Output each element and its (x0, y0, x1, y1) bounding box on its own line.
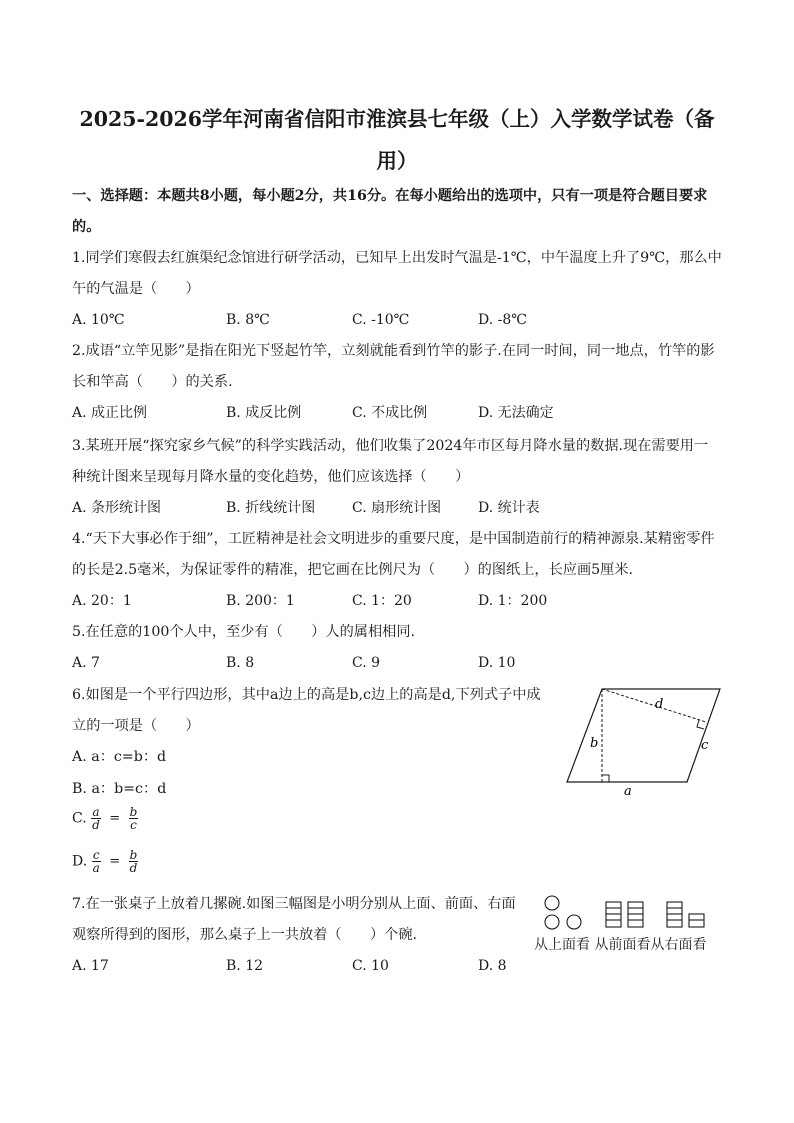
q7-option-c[interactable]: C. 10 (352, 958, 389, 974)
fraction-denominator: d (92, 818, 100, 832)
q6-option-d-fraction-1 (92, 849, 101, 874)
fraction-denominator: c (130, 818, 137, 832)
q6-option-c-fraction-2 (129, 806, 139, 831)
front-view (606, 902, 643, 927)
fraction-numerator: b (129, 805, 138, 819)
q5-option-c[interactable]: C. 9 (352, 655, 381, 671)
section-heading-line-1: 一、选择题：本题共8小题，每小题2分，共16分。在每小题给出的选项中，只有一项是符合题目要求 (72, 188, 708, 204)
fraction-numerator: c (92, 848, 100, 862)
q2-option-c[interactable]: C. 不成比例 (352, 405, 428, 421)
fraction-numerator: a (92, 805, 100, 819)
top-view (545, 896, 581, 929)
q1-option-a[interactable]: A. 10℃ (72, 312, 125, 328)
q7-option-b[interactable]: B. 12 (226, 958, 264, 974)
parallelogram-figure (560, 682, 730, 800)
q2-option-d[interactable]: D. 无法确定 (478, 405, 554, 421)
height-d-line (602, 689, 706, 722)
bowl-circle (545, 896, 559, 910)
q3-option-d[interactable]: D. 统计表 (478, 500, 540, 516)
q6-option-d[interactable] (72, 849, 138, 874)
q6-option-a[interactable]: A. a：c=b：d (72, 749, 167, 765)
q5-option-b[interactable]: B. 8 (226, 655, 255, 671)
q6-text-line-1: 6.如图是一个平行四边形，其中a边上的高是b,c边上的高是d,下列式子中成 (72, 687, 541, 703)
q2-option-a[interactable]: A. 成正比例 (72, 405, 148, 421)
q7-text-line-1: 7.在一张桌子上放着几摞碗.如图三幅图是小明分别从上面、前面、右面 (72, 896, 516, 912)
right-angle-mark-b (602, 775, 609, 782)
bowl-circle (567, 915, 581, 929)
q4-option-c[interactable]: C. 1：20 (352, 593, 412, 609)
q4-text-line-1: 4.“天下大事必作于细”，工匠精神是社会文明进步的重要尺度，是中国制造前行的精神源泉.某精密零件 (72, 531, 715, 547)
fraction-denominator: d (129, 861, 138, 875)
label-c: c (701, 738, 709, 753)
q2-text-line-2: 长和竿高（ ）的关系. (72, 374, 233, 390)
q4-option-a[interactable]: A. 20：1 (72, 593, 132, 609)
q3-option-b[interactable]: B. 折线统计图 (226, 500, 316, 516)
q5-text-line-1: 5.在任意的100个人中，至少有（ ）人的属相相同. (72, 624, 416, 640)
q3-option-c[interactable]: C. 扇形统计图 (352, 500, 442, 516)
view-labels: 从上面看 从前面看从右面看 (534, 937, 707, 953)
q4-text-line-2: 的长是2.5毫米，为保证零件的精准，把它画在比例尺为（ ）的图纸上，长应画5厘米. (72, 562, 634, 578)
fraction-numerator: b (129, 848, 138, 862)
bowl-circle (545, 915, 559, 929)
label-d: d (655, 697, 664, 712)
q7-option-a[interactable]: A. 17 (72, 958, 109, 974)
q1-text-line-2: 午的气温是（ ） (72, 281, 200, 297)
q7-option-d[interactable]: D. 8 (478, 958, 507, 974)
q1-option-c[interactable]: C. -10℃ (352, 312, 410, 328)
q6-option-b[interactable]: B. a：b=c：d (72, 781, 167, 797)
bowl-views-figure (536, 892, 716, 932)
q4-option-b[interactable]: B. 200：1 (226, 593, 295, 609)
q5-option-a[interactable]: A. 7 (72, 655, 100, 671)
q6-option-c[interactable] (72, 806, 138, 831)
q5-option-d[interactable]: D. 10 (478, 655, 516, 671)
q1-text-line-1: 1.同学们寒假去红旗渠纪念馆进行研学活动，已知早上出发时气温是-1℃，中午温度上升了9℃，那么中 (72, 250, 722, 266)
q6-option-d-letter: D. (72, 853, 88, 870)
label-a: a (624, 784, 632, 799)
q2-text-line-1: 2.成语“立竿见影”是指在阳光下竖起竹竿，立刻就能看到竹竿的影子.在同一时间，同一地点，竹竿的影 (72, 343, 715, 359)
q4-option-d[interactable]: D. 1：200 (478, 593, 548, 609)
title-line-2: 用） (376, 149, 418, 173)
q3-text-line-2: 种统计图来呈现每月降水量的变化趋势，他们应该选择（ ） (72, 469, 470, 485)
section-heading-line-2: 的。 (72, 219, 101, 235)
right-view (667, 902, 704, 927)
q6-option-c-fraction-1 (91, 806, 101, 831)
q1-option-b[interactable]: B. 8℃ (226, 312, 270, 328)
q3-option-a[interactable]: A. 条形统计图 (72, 500, 162, 516)
q2-option-b[interactable]: B. 成反比例 (226, 405, 302, 421)
fraction-denominator: a (92, 861, 100, 875)
q7-text-line-2: 观察所得到的图形，那么桌子上一共放着（ ）个碗. (72, 927, 418, 943)
equals-sign: = (109, 811, 121, 826)
title-line-1: 2025-2026学年河南省信阳市淮滨县七年级（上）入学数学试卷（备 (79, 107, 715, 131)
q6-option-d-fraction-2 (129, 849, 139, 874)
q3-text-line-1: 3.某班开展“探究家乡气候”的科学实践活动，他们收集了2024年市区每月降水量的数据.现在需要用一 (72, 438, 709, 454)
q1-option-d[interactable]: D. -8℃ (478, 312, 527, 328)
equals-sign: = (109, 854, 121, 869)
q6-text-line-2: 立的一项是（ ） (72, 718, 200, 734)
label-b: b (590, 736, 599, 751)
q6-option-c-letter: C. (72, 810, 87, 827)
exam-title (72, 98, 722, 182)
